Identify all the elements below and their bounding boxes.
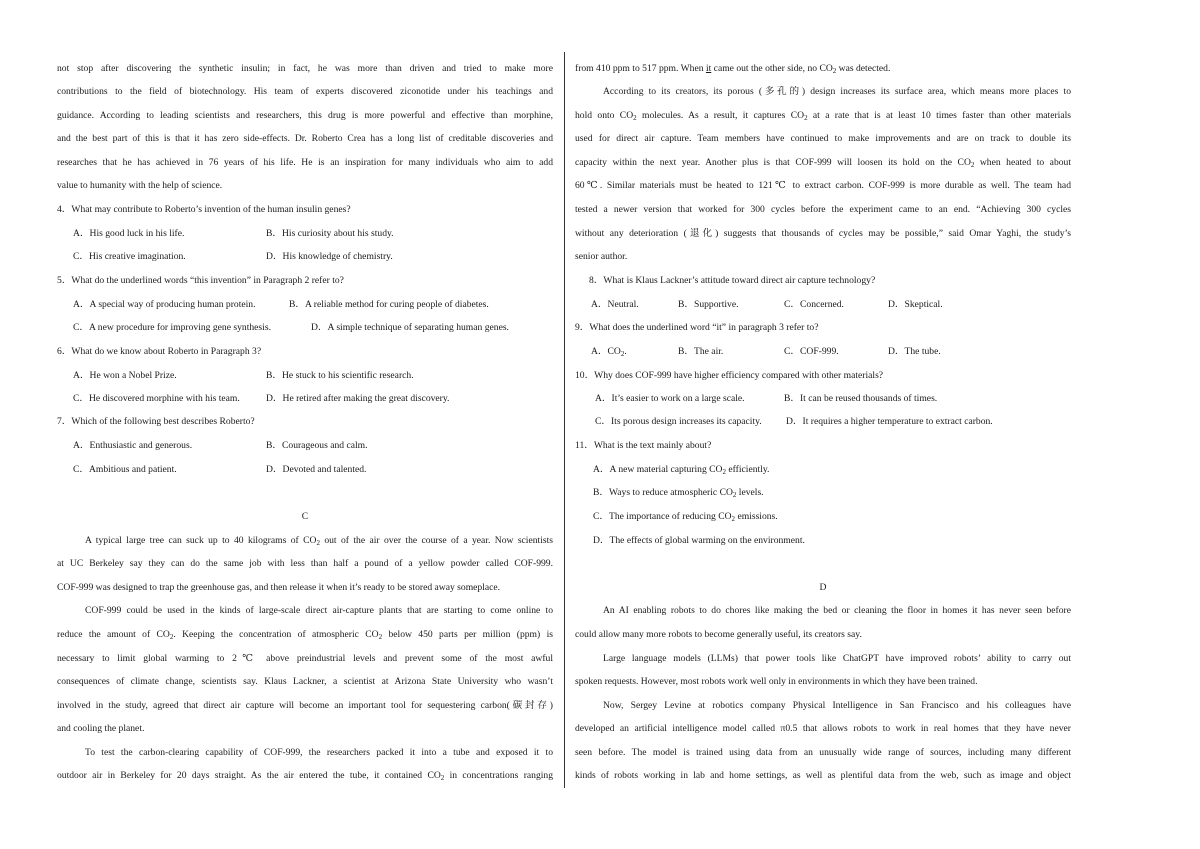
q8-option-b: B．Supportive. bbox=[678, 299, 739, 310]
question-4-stem: 4．What may contribute to Roberto’s invention of the human insulin genes? bbox=[57, 204, 351, 215]
paragraph-line: Now, Sergey Levine at robotics company Physical Intelligence in San Francisco and his colleagues have bbox=[603, 700, 1071, 711]
paragraph-line: 60℃. Similar materials must be heated to 121℃ to extract carbon. COF-999 is more durable as well. The team had bbox=[575, 180, 1071, 191]
paragraph-line: reduce the amount of $CO_2$. Keeping the concentration of atmospheric $CO_2$ below 450 parts per million (ppm) is bbox=[57, 629, 553, 641]
paragraph-line: used for direct air capture. Team members have continued to make improvements and are on track to double its bbox=[575, 133, 1071, 144]
q6-option-a: A．He won a Nobel Prize. bbox=[73, 370, 177, 381]
paragraph-line: guidance. According to leading scientists and researchers, this drug is more powerful and effective than morphine, bbox=[57, 110, 553, 121]
paragraph-line: not stop after discovering the synthetic insulin; in fact, he was more than driven and tried to make more bbox=[57, 63, 553, 74]
q10-option-c: C．Its porous design increases its capacity. bbox=[595, 416, 762, 427]
paragraph-line: To test the carbon-clearing capability of COF-999, the researchers packed it into a tube and exposed it to bbox=[85, 747, 553, 758]
paragraph-line: and cooling the planet. bbox=[57, 723, 145, 734]
paragraph-line: contributions to the field of biotechnology. His team of experts discovered ziconotide under his teachings and bbox=[57, 86, 553, 97]
question-8-stem: 8．What is Klaus Lackner’s attitude toward direct air capture technology? bbox=[589, 275, 876, 286]
paragraph-line: tested a newer version that worked for 300 cycles before the experiment came to an end. “Achieving 300 cycles bbox=[575, 204, 1071, 215]
q7-option-a: A．Enthusiastic and generous. bbox=[73, 440, 193, 451]
q9-option-d: D．The tube. bbox=[888, 346, 941, 357]
paragraph-line: from 410 ppm to 517 ppm. When it came out the other side, no $CO_2$ was detected. bbox=[575, 63, 891, 75]
paragraph-line: without any deterioration (退化) suggests that thousands of cycles may be possible,” said Omar Yaghi, the study’s bbox=[575, 228, 1071, 239]
paragraph-line: hold onto $CO_2$ molecules. As a result, it captures $CO_2$ at a rate that is at least 10 times faster than other materials bbox=[575, 110, 1071, 122]
paragraph-line: involved in the study, agreed that direct air capture will become an important tool for sequestering carbon(碳封存) bbox=[57, 700, 553, 711]
paragraph-line: According to its creators, its porous (多孔的) design increases its surface area, which means more places to bbox=[603, 86, 1071, 97]
paragraph-line: researches that he has achieved in 76 years of his life. He is an inspiration for many individuals who aim to add bbox=[57, 157, 553, 168]
paragraph-line: could allow many more robots to become generally useful, its creators say. bbox=[575, 629, 862, 640]
q9-option-c: C．COF-999. bbox=[784, 346, 839, 357]
paragraph-line: value to humanity with the help of science. bbox=[57, 180, 223, 191]
q10-option-a: A．It’s easier to work on a large scale. bbox=[595, 393, 745, 404]
q10-option-b: B．It can be reused thousands of times. bbox=[784, 393, 938, 404]
q7-option-d: D．Devoted and talented. bbox=[266, 464, 367, 475]
q11-option-a: A．A new material capturing $CO_2$ efficiently. bbox=[593, 464, 770, 476]
paragraph-line: seen before. The model is trained using data from an unusually wide range of sources, including many different bbox=[575, 747, 1071, 758]
q7-option-c: C．Ambitious and patient. bbox=[73, 464, 177, 475]
q5-option-a: A．A special way of producing human protein. bbox=[73, 299, 256, 310]
question-7-stem: 7．Which of the following best describes Roberto? bbox=[57, 416, 255, 427]
paragraph-line: A typical large tree can suck up to 40 kilograms of $CO_2$ out of the air over the course of a year. Now scientists bbox=[85, 535, 553, 547]
q4-option-a: A．His good luck in his life. bbox=[73, 228, 185, 239]
paragraph-line: COF-999 was designed to trap the greenhouse gas, and then release it when it’s ready to be stored away someplace. bbox=[57, 582, 501, 593]
paragraph-line: necessary to limit global warming to 2℃ above preindustrial levels and prevent some of the most awful bbox=[57, 653, 553, 664]
q4-option-d: D．His knowledge of chemistry. bbox=[266, 251, 393, 262]
q10-option-d: D．It requires a higher temperature to extract carbon. bbox=[786, 416, 993, 427]
underlined-it: it bbox=[705, 63, 712, 74]
question-11-stem: 11．What is the text mainly about? bbox=[575, 440, 712, 451]
question-6-stem: 6．What do we know about Roberto in Paragraph 3? bbox=[57, 346, 262, 357]
q9-option-b: B．The air. bbox=[678, 346, 724, 357]
paragraph-line: An AI enabling robots to do chores like making the bed or cleaning the floor in homes it has never seen before bbox=[603, 605, 1071, 616]
q6-option-d: D．He retired after making the great discovery. bbox=[266, 393, 450, 404]
q8-option-d: D．Skeptical. bbox=[888, 299, 943, 310]
question-10-stem: 10．Why does COF-999 have higher efficiency compared with other materials? bbox=[575, 370, 884, 381]
q6-option-b: B．He stuck to his scientific research. bbox=[266, 370, 414, 381]
paragraph-line: and the best part of this is that it has zero side-effects. Dr. Roberto Crea has a long list of creditable discoveries and bbox=[57, 133, 553, 144]
paragraph-line: COF-999 could be used in the kinds of large-scale direct air-capture plants that are starting to come online to bbox=[85, 605, 553, 616]
paragraph-line: consequences of climate change, scientists say. Klaus Lackner, a scientist at Arizona State University who wasn’t bbox=[57, 676, 553, 687]
paragraph-line: spoken requests. However, most robots work well only in environments in which they have been trained. bbox=[575, 676, 978, 687]
q8-option-a: A．Neutral. bbox=[591, 299, 639, 310]
q4-option-c: C．His creative imagination. bbox=[73, 251, 186, 262]
section-c-heading: C bbox=[301, 511, 309, 522]
q4-option-b: B．His curiosity about his study. bbox=[266, 228, 394, 239]
question-9-stem: 9．What does the underlined word “it” in paragraph 3 refer to? bbox=[575, 322, 819, 333]
paragraph-line: senior author. bbox=[575, 251, 628, 262]
q11-option-c: C．The importance of reducing $CO_2$ emissions. bbox=[593, 511, 778, 523]
paragraph-line: at UC Berkeley say they can do the same job with less than half a pound of a yellow powder called COF-999. bbox=[57, 558, 553, 569]
q6-option-c: C．He discovered morphine with his team. bbox=[73, 393, 240, 404]
paragraph-line: kinds of robots working in lab and home settings, as well as plentiful data from the web, such as image and object bbox=[575, 770, 1071, 781]
paragraph-line: Large language models (LLMs) that power tools like ChatGPT have improved robots’ ability to carry out bbox=[603, 653, 1071, 664]
q5-option-b: B．A reliable method for curing people of diabetes. bbox=[289, 299, 489, 310]
q5-option-c: C．A new procedure for improving gene synthesis. bbox=[73, 322, 271, 333]
question-5-stem: 5．What do the underlined words “this invention” in Paragraph 2 refer to? bbox=[57, 275, 344, 286]
section-d-heading: D bbox=[819, 582, 827, 593]
q11-option-b: B．Ways to reduce atmospheric $CO_2$ levels. bbox=[593, 487, 764, 499]
q11-option-d: D．The effects of global warming on the environment. bbox=[593, 535, 805, 546]
paragraph-line: capacity within the next year. Another plus is that COF-999 will loosen its hold on the $CO_2$ when heated to about bbox=[575, 157, 1071, 169]
paragraph-line: developed an artificial intelligence model called π0.5 that allows robots to work in real homes that they have never bbox=[575, 723, 1071, 734]
q7-option-b: B．Courageous and calm. bbox=[266, 440, 368, 451]
q8-option-c: C．Concerned. bbox=[784, 299, 844, 310]
column-divider bbox=[564, 52, 565, 788]
q5-option-d: D．A simple technique of separating human genes. bbox=[311, 322, 509, 333]
q9-option-a: A．$CO_2$. bbox=[591, 346, 627, 358]
paragraph-line: outdoor air in Berkeley for 20 days straight. As the air entered the tube, it contained $CO_2$ in concentrations ranging bbox=[57, 770, 553, 782]
